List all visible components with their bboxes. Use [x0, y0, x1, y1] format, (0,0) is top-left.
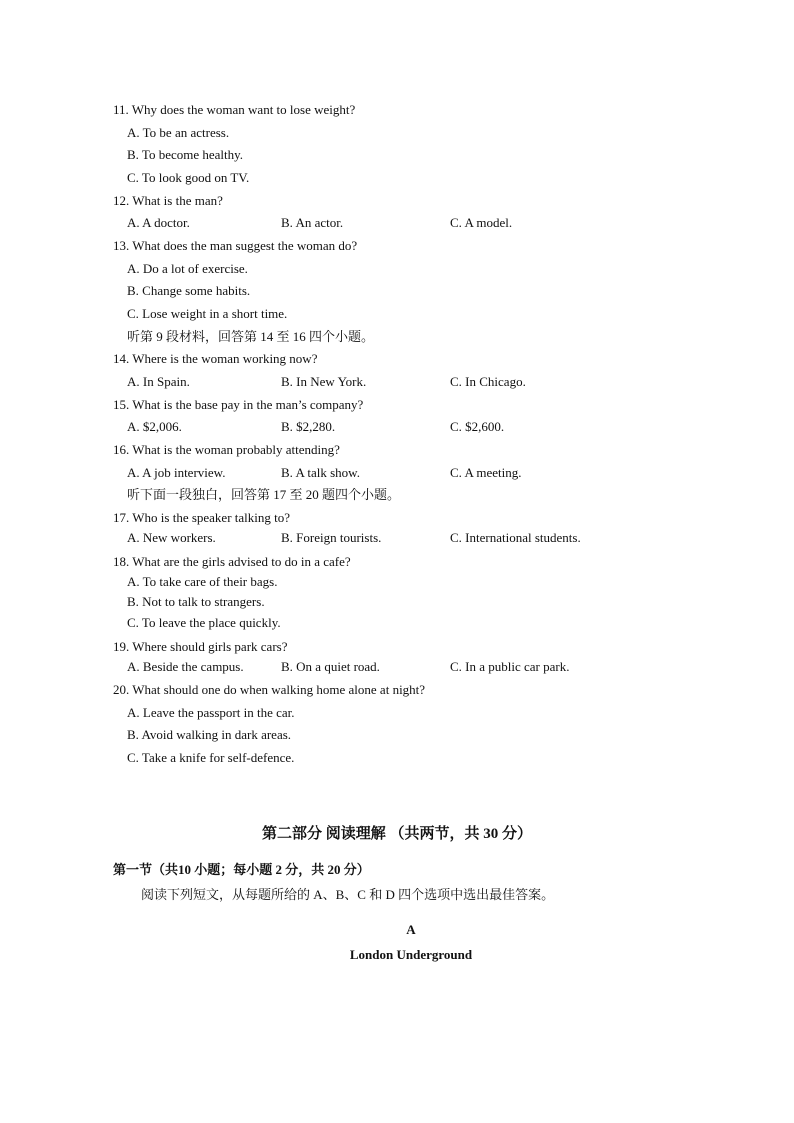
question-20-option-a: A. Leave the passport in the car. [127, 705, 295, 720]
question-14-option-a: A. In Spain. [127, 374, 190, 389]
question-18-option-c: C. To leave the place quickly. [127, 615, 281, 630]
question-11-option-a: A. To be an actress. [127, 125, 230, 140]
section-one-heading: 第一节（共10 小题；每小题 2 分，共 20 分） [113, 862, 370, 877]
question-16-option-c: C. A meeting. [450, 465, 522, 480]
question-11-option-b: B. To become healthy. [127, 147, 244, 162]
question-12-option-c: C. A model. [450, 215, 513, 230]
question-14-option-b: B. In New York. [281, 374, 367, 389]
question-19-option-a: A. Beside the campus. [127, 659, 244, 674]
question-14-stem: 14. Where is the woman working now? [113, 351, 318, 366]
question-16-option-a: A. A job interview. [127, 465, 226, 480]
question-12-stem: 12. What is the man? [113, 193, 223, 208]
question-18-option-a: A. To take care of their bags. [127, 574, 278, 589]
question-20-stem: 20. What should one do when walking home alone at night? [113, 682, 426, 697]
part-two-title: 第二部分 阅读理解 （共两节，共 30 分） [261, 826, 532, 842]
question-16-stem: 16. What is the woman probably attending? [113, 442, 340, 457]
reading-instruction: 阅读下列短文，从每题所给的 A、B、C 和 D 四个选项中选出最佳答案。 [141, 887, 555, 902]
question-19-option-c: C. In a public car park. [450, 659, 570, 674]
question-15-option-b: B. $2,280. [281, 419, 336, 434]
passage-title: London Underground [349, 947, 473, 962]
question-18-stem: 18. What are the girls advised to do in a cafe? [113, 554, 351, 569]
question-14-option-c: C. In Chicago. [450, 374, 526, 389]
question-17-option-b: B. Foreign tourists. [281, 530, 382, 545]
question-15-stem: 15. What is the base pay in the man’s company? [113, 397, 364, 412]
question-20-option-b: B. Avoid walking in dark areas. [127, 727, 292, 742]
question-15-option-c: C. $2,600. [450, 419, 505, 434]
question-20-option-c: C. Take a knife for self-defence. [127, 750, 295, 765]
question-17-option-a: A. New workers. [127, 530, 216, 545]
question-16-option-b: B. A talk show. [281, 465, 360, 480]
question-12-option-a: A. A doctor. [127, 215, 190, 230]
listening-instruction-monologue: 听下面一段独白，回答第 17 至 20 题四个小题。 [127, 487, 401, 502]
question-13-stem: 13. What does the man suggest the woman do? [113, 238, 358, 253]
question-17-stem: 17. Who is the speaker talking to? [113, 510, 291, 525]
question-13-option-b: B. Change some habits. [127, 283, 251, 298]
question-15-option-a: A. $2,006. [127, 419, 182, 434]
question-17-option-c: C. International students. [450, 530, 581, 545]
listening-instruction-9: 听第 9 段材料，回答第 14 至 16 四个小题。 [127, 329, 375, 344]
question-13-option-c: C. Lose weight in a short time. [127, 306, 288, 321]
passage-letter: A [406, 922, 416, 937]
question-19-option-b: B. On a quiet road. [281, 659, 380, 674]
question-19-stem: 19. Where should girls park cars? [113, 639, 288, 654]
question-13-option-a: A. Do a lot of exercise. [127, 261, 248, 276]
question-11-option-c: C. To look good on TV. [127, 170, 250, 185]
question-11-stem: 11. Why does the woman want to lose weight? [113, 102, 356, 117]
question-18-option-b: B. Not to talk to strangers. [127, 594, 265, 609]
question-12-option-b: B. An actor. [281, 215, 344, 230]
